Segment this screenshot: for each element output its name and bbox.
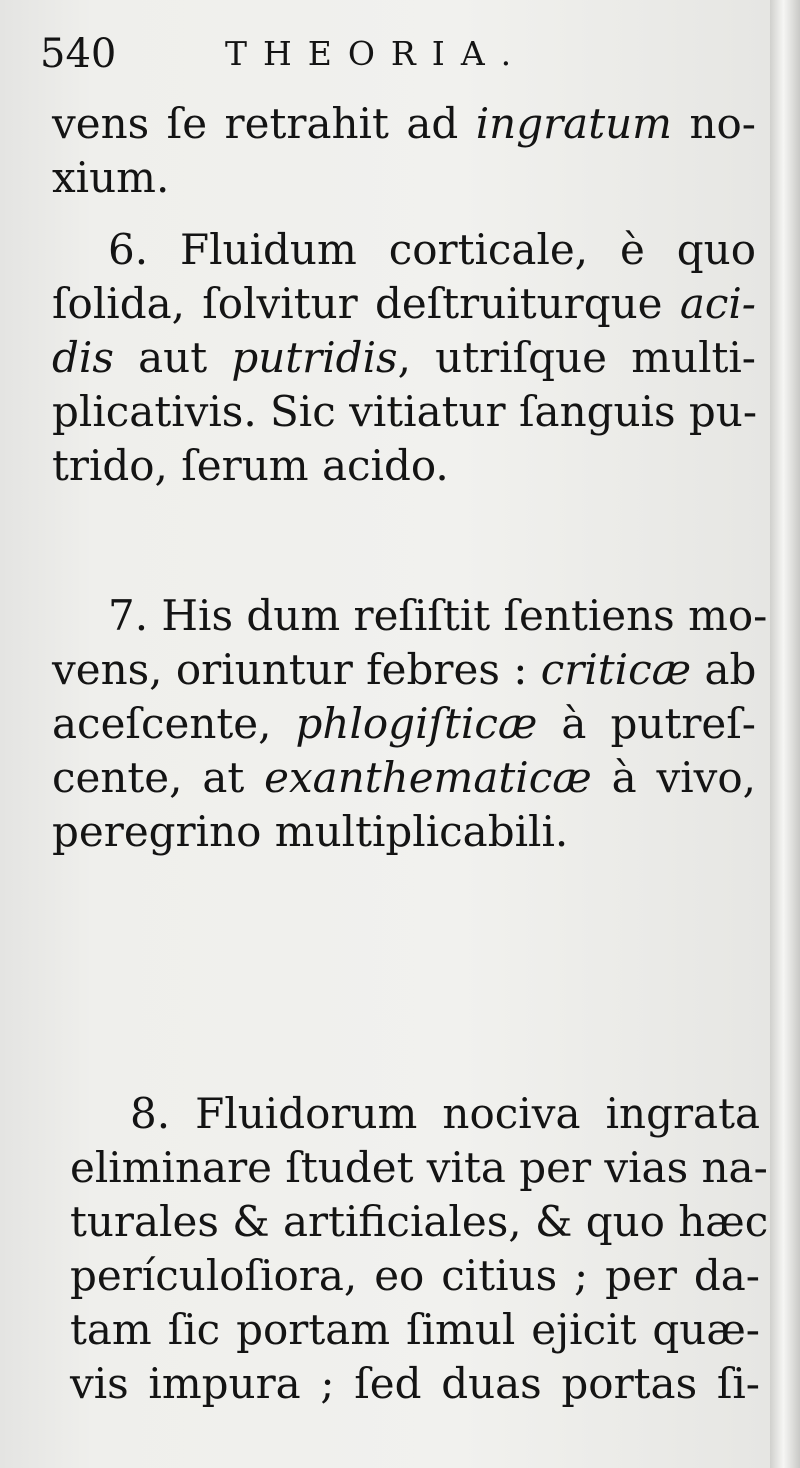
text-line: xium. [52,153,170,202]
paragraph-6-start: 6. Fluidum corticale, è quo [108,225,756,274]
paragraph-8-start: 8. Fluidorum nociva ingrata [130,1089,760,1138]
text-line: vens, oriuntur febres : criticæ ab [52,645,757,694]
text-line: eliminare ſtudet vita per vias na- [70,1143,768,1192]
page-header [40,24,580,84]
text-line: vis impura ; ſed duas portas ſi- [70,1359,760,1408]
page-edge [770,0,800,1468]
text-line: plicativis. Sic vitiatur ſanguis pu- [52,387,758,436]
text-line: aceſcente, phlogiſticæ à putreſ- [52,699,756,748]
text-line: perículoſiora, eo citius ; per da- [70,1251,760,1300]
running-title: THEORIA. [225,34,528,73]
paragraph-7-start: 7. His dum reſiſtit ſentiens mo- [108,591,768,640]
page-number: 540 [40,31,117,77]
text-line: tam ſic portam ſimul ejicit quæ- [70,1305,760,1354]
text-line: trido, ſerum acido. [52,441,449,490]
text-line: turales & artificiales, & quo hæc [70,1197,769,1246]
text-line: peregrino multiplicabili. [52,807,569,856]
text-line: cente, at exanthematicæ à vivo, [52,753,756,802]
text-line: ſolida, ſolvitur deſtruiturque aci- [52,279,756,328]
text-line: dis aut putridis, utriſque multi- [52,333,757,382]
text-line: vens ſe retrahit ad ingratum no- [52,99,756,148]
